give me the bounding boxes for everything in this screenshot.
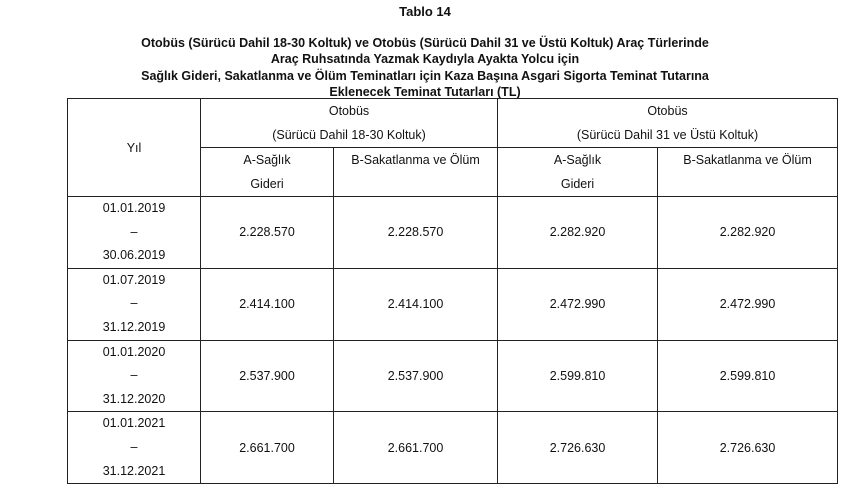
year-header-label: Yıl — [126, 140, 142, 155]
table-row — [68, 268, 838, 340]
subheader-line2: Gideri — [250, 177, 284, 191]
subheader-label: B-Sakatlanma ve Ölüm — [683, 153, 812, 167]
heading-line: Araç Ruhsatında Yazmak Kaydıyla Ayakta Yolcu için — [270, 52, 580, 67]
period-cell — [68, 197, 201, 269]
period-end: 31.12.2019 — [102, 319, 166, 334]
group-header-line2: (Sürücü Dahil 31 ve Üstü Koltuk) — [576, 128, 759, 142]
group-header-line1: Otobüs — [328, 104, 370, 118]
value-cell: 2.472.990 — [498, 268, 658, 340]
year-header — [68, 99, 201, 197]
value-cell: 2.228.570 — [201, 197, 334, 269]
period-dash: – — [130, 368, 138, 383]
subheader-health-expense — [201, 148, 334, 197]
value-cell: 2.726.630 — [498, 412, 658, 484]
group-header-31-plus — [498, 99, 838, 148]
value-cell: 2.537.900 — [201, 340, 334, 412]
period-dash: – — [130, 439, 138, 454]
period-start: 01.01.2021 — [102, 416, 166, 431]
group-header-line2: (Sürücü Dahil 18-30 Koltuk) — [272, 128, 426, 142]
header-row-groups — [68, 99, 838, 148]
value-cell: 2.282.920 — [658, 197, 838, 269]
value-cell: 2.537.900 — [334, 340, 498, 412]
value-cell: 2.726.630 — [658, 412, 838, 484]
period-end: 30.06.2019 — [102, 248, 166, 263]
value-cell: 2.414.100 — [201, 268, 334, 340]
coverage-table — [67, 98, 838, 484]
period-cell — [68, 340, 201, 412]
subheader-line1: A-Sağlık — [243, 153, 291, 167]
heading-line: Sağlık Gideri, Sakatlanma ve Ölüm Teminatları için Kaza Başına Asgari Sigorta Teminat Tutarına — [141, 68, 709, 83]
table-title: Tablo 14 — [399, 4, 451, 19]
group-header-line1: Otobüs — [647, 104, 688, 118]
value-cell: 2.661.700 — [201, 412, 334, 484]
value-cell: 2.599.810 — [658, 340, 838, 412]
value-cell: 2.228.570 — [334, 197, 498, 269]
subheader-health-expense — [498, 148, 658, 197]
value-cell: 2.661.700 — [334, 412, 498, 484]
subheader-line1: A-Sağlık — [553, 153, 602, 167]
value-cell: 2.282.920 — [498, 197, 658, 269]
value-cell: 2.472.990 — [658, 268, 838, 340]
period-start: 01.07.2019 — [102, 272, 166, 287]
value-cell: 2.414.100 — [334, 268, 498, 340]
period-cell — [68, 268, 201, 340]
heading-line: Otobüs (Sürücü Dahil 18-30 Koltuk) ve Otobüs (Sürücü Dahil 31 ve Üstü Koltuk) Araç Türlerinde — [141, 36, 709, 50]
period-dash: – — [130, 296, 138, 311]
period-end: 31.12.2020 — [102, 391, 166, 406]
period-cell — [68, 412, 201, 484]
subheader-disability-death — [658, 148, 838, 197]
table-row — [68, 197, 838, 269]
period-start: 01.01.2020 — [102, 344, 166, 359]
period-start: 01.01.2019 — [102, 201, 166, 215]
subheader-label: B-Sakatlanma ve Ölüm — [351, 153, 480, 167]
value-cell: 2.599.810 — [498, 340, 658, 412]
group-header-18-30 — [201, 99, 498, 148]
heading-line: Eklenecek Teminat Tutarları (TL) — [329, 85, 521, 100]
period-end: 31.12.2021 — [102, 463, 166, 478]
table-row — [68, 412, 838, 484]
subheader-disability-death — [334, 148, 498, 197]
period-dash: – — [130, 224, 138, 239]
subheader-line2: Gideri — [560, 177, 595, 191]
table-row — [68, 340, 838, 412]
table-heading — [0, 35, 850, 101]
